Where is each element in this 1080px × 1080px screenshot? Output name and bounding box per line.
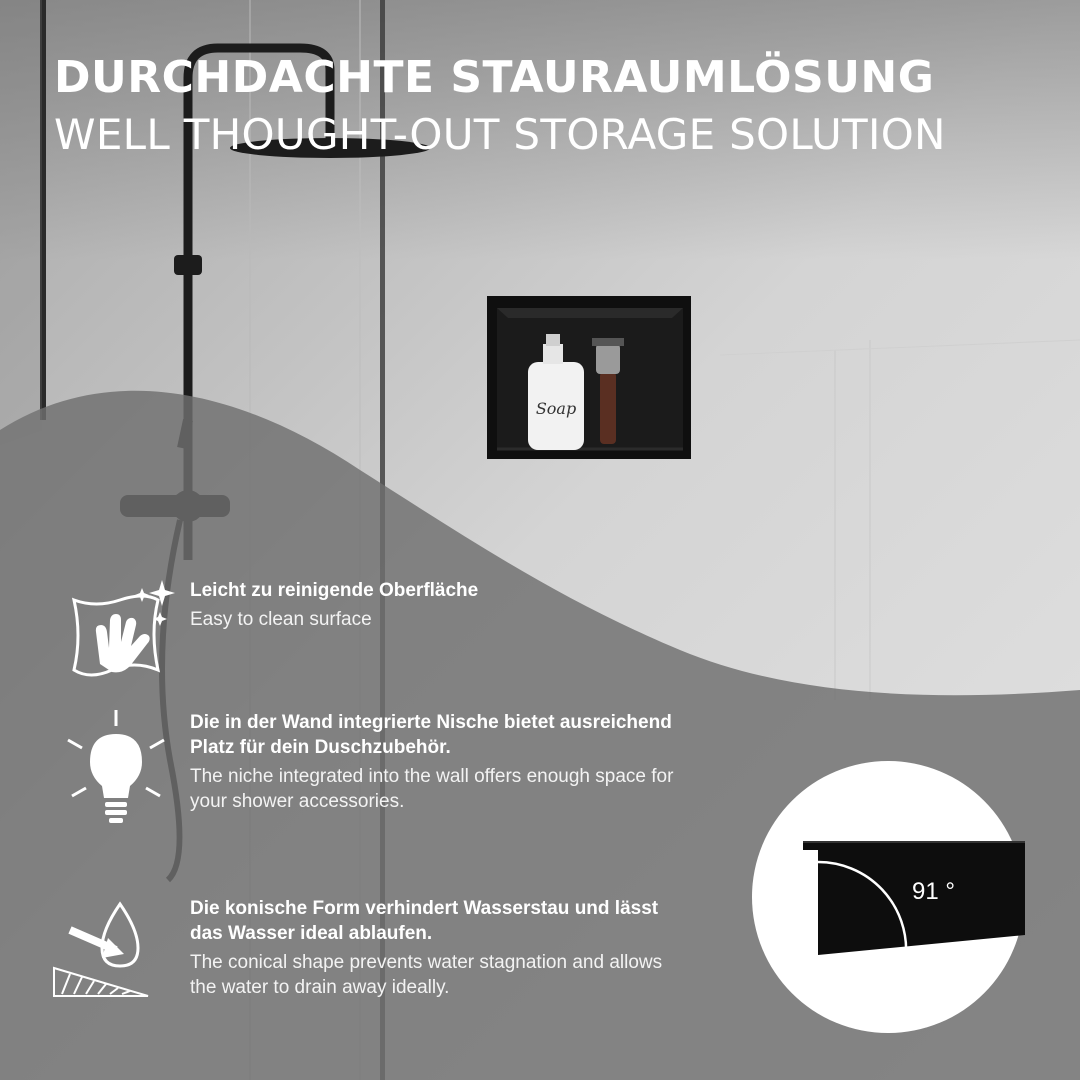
page-subtitle: WELL THOUGHT-OUT STORAGE SOLUTION — [54, 110, 946, 159]
feature-text-cleaning — [190, 578, 690, 632]
feature-item-space — [40, 710, 700, 860]
feature-title-de: Leicht zu reinigende Oberfläche — [190, 580, 479, 601]
lightbulb-icon — [50, 710, 180, 830]
soap-bottle-label: Soap — [535, 399, 577, 418]
feature-desc-en: The niche integrated into the wall offers enough space for your shower accessories. — [190, 766, 674, 812]
feature-title-de: Die konische Form verhindert Wasserstau und lässt das Wasser ideal ablaufen. — [190, 898, 659, 944]
feature-title-de: Die in der Wand integrierte Nische bietet ausreichend Platz für dein Duschzubehör. — [190, 712, 672, 758]
feature-item-drain — [40, 896, 700, 1046]
page-title: DURCHDACHTE STAURAUMLÖSUNG — [54, 52, 935, 103]
feature-desc-en: The conical shape prevents water stagnation and allows the water to drain away ideally. — [190, 952, 663, 998]
angle-detail-inset — [752, 761, 1025, 1033]
cleaning-hand-icon — [50, 578, 180, 698]
feature-text-drain — [190, 896, 690, 1000]
wall-niche — [487, 296, 691, 459]
feature-desc-en: Easy to clean surface — [190, 609, 372, 630]
angle-label: 91 ° — [912, 878, 955, 905]
feature-text-space — [190, 710, 690, 814]
razor — [600, 372, 616, 444]
water-drain-icon — [50, 896, 180, 1016]
feature-item-cleaning — [40, 578, 700, 728]
